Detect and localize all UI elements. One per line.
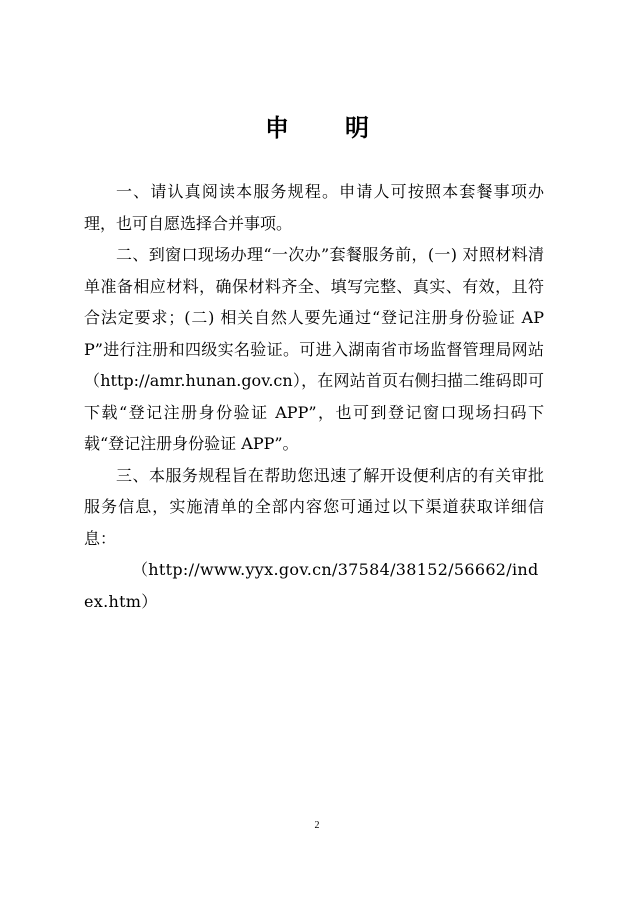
paragraph-2: 二、到窗口现场办理“一次办”套餐服务前，(一) 对照材料清单准备相应材料，确保材料齐全、填写完整、真实、有效，且符合法定要求；(二) 相关自然人要先通过“登记注册身份验证 APP”进行注册和四级实名验证。可进入湖南省市场监督管理局网站（http://amr.hunan.gov.cn），在网站首页右侧扫描二维码即可下载“登记注册身份验证 APP”，也可到登记窗口现场扫码下载“登记注册身份验证 APP”。 [84,245,544,453]
paragraph-3: 三、本服务规程旨在帮助您迅速了解开设便利店的有关审批服务信息，实施清单的全部内容您可通过以下渠道获取详细信息： [84,465,544,548]
paragraph-1: 一、请认真阅读本服务规程。申请人可按照本套餐事项办理，也可自愿选择合并事项。 [84,182,544,233]
info-url: （http://www.yyx.gov.cn/37584/38152/56662/index.htm） [84,560,539,611]
page-number: 2 [314,820,320,831]
page-title: 申 明 [265,114,385,142]
document-body [84,176,544,617]
